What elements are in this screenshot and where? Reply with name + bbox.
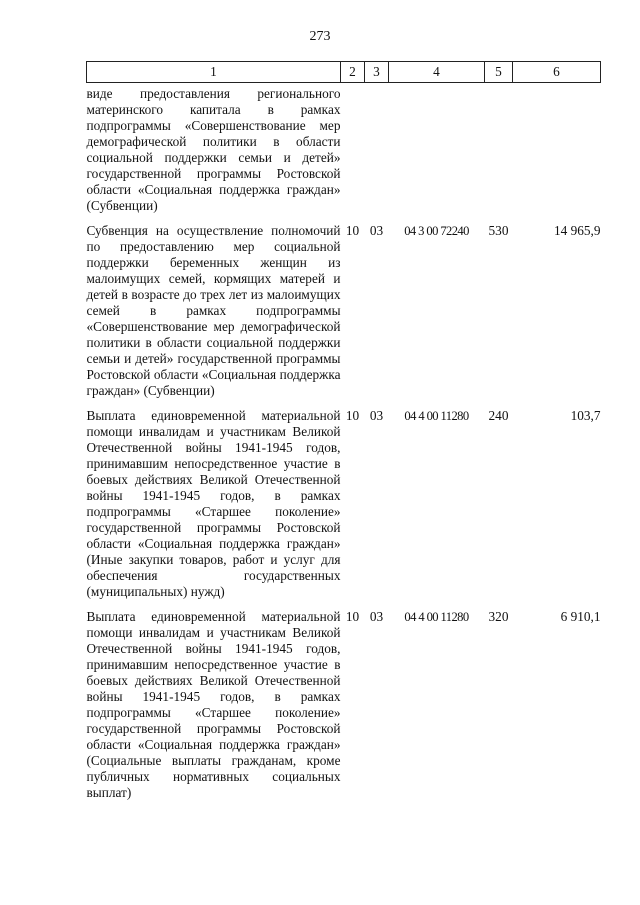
table-row: [87, 609, 601, 810]
row-expense-type: [485, 83, 513, 224]
row-section: [341, 83, 365, 224]
table-row: [87, 223, 601, 408]
row-subsection: 03: [369, 609, 384, 624]
row-amount: 14 965,9: [553, 223, 601, 238]
row-subsection: 03: [369, 223, 384, 238]
column-header-2: 2: [341, 62, 365, 83]
column-header-5: 5: [485, 62, 513, 83]
row-amount: 103,7: [570, 408, 601, 423]
table-row: [87, 408, 601, 609]
page-number: 273: [309, 29, 331, 44]
row-amount: [513, 83, 601, 224]
row-section: 10: [345, 223, 360, 238]
column-header-6: 6: [513, 62, 601, 83]
row-description: Выплата единовременной материальной помощи инвалидам и участникам Великой Отечественной войны 1941-1945 годов, принимавшим непосредственное участие в боевых действиях Великой Отечественной войны 1941-1945 годов, в рамках подпрограммы «Старшее поколение» государственной программы Ростовской области «Социальная поддержка граждан» (Иные закупки товаров, работ и услуг для обеспечения государственных (муниципальных) нужд): [86, 408, 341, 599]
row-expense-type: 240: [488, 408, 509, 423]
row-amount: 6 910,1: [560, 609, 601, 624]
row-target-code: 04 4 00 11280: [404, 409, 469, 423]
row-subsection: 03: [369, 408, 384, 423]
row-subsection: [365, 83, 389, 224]
header-row: [87, 62, 601, 83]
row-target-code: [389, 83, 485, 224]
row-description: Выплата единовременной материальной помощи инвалидам и участникам Великой Отечественной войны 1941-1945 годов, принимавшим непосредственное участие в боевых действиях Великой Отечественной войны 1941-1945 годов, в рамках подпрограммы «Старшее поколение» государственной программы Ростовской области «Социальная поддержка граждан» (Социальные выплаты гражданам, кроме публичных нормативных социальных выплат): [86, 609, 341, 800]
row-target-code: 04 3 00 72240: [404, 224, 469, 238]
column-header-1: 1: [87, 62, 341, 83]
row-expense-type: 530: [488, 223, 509, 238]
column-header-4: 4: [389, 62, 485, 83]
column-header-3: 3: [365, 62, 389, 83]
row-expense-type: 320: [488, 609, 509, 624]
row-section: 10: [345, 609, 360, 624]
table-row: [87, 83, 601, 224]
row-section: 10: [345, 408, 360, 423]
row-description: виде предоставления регионального материнского капитала в рамках подпрограммы «Совершенствование мер демографической политики в области социальной поддержки семьи и детей» государственной программы Ростовской области «Социальная поддержка граждан» (Субвенции): [86, 86, 341, 213]
row-target-code: 04 4 00 11280: [404, 610, 469, 624]
row-description: Субвенция на осуществление полномочий по предоставлению мер социальной поддержки беременных женщин из малоимущих семей, кормящих матерей и детей в возрасте до трех лет из малоимущих семей в рамках подпрограммы «Совершенствование мер демографической политики в области социальной поддержки семьи и детей» государственной программы Ростовской области «Социальная поддержка граждан» (Субвенции): [86, 223, 341, 398]
budget-table: [86, 61, 601, 810]
